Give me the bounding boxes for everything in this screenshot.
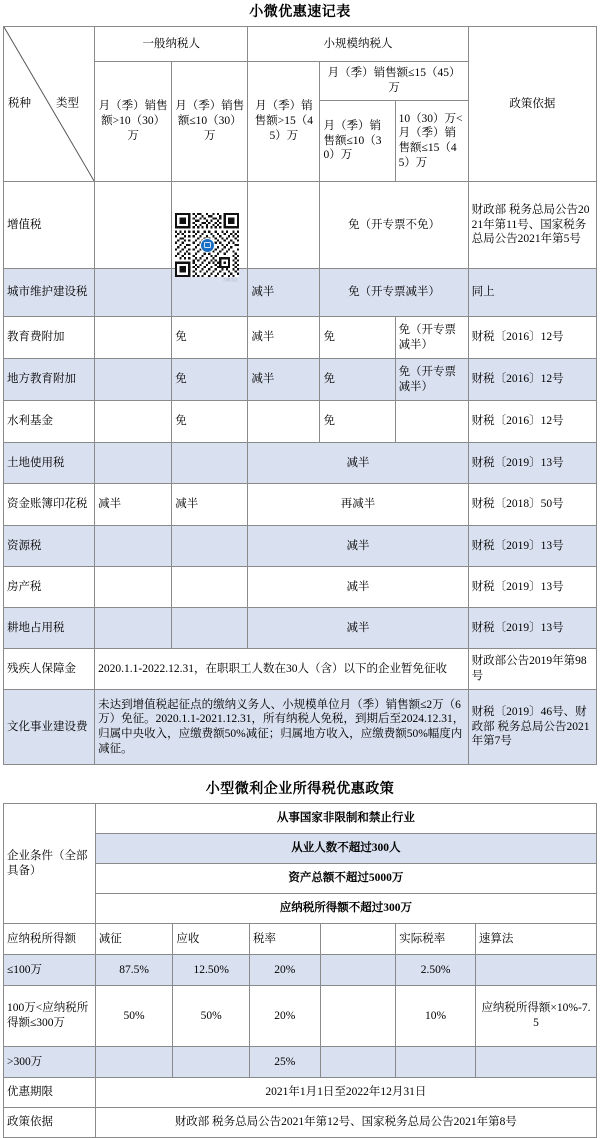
table-row: [4, 443, 597, 484]
cell-general-gt10: [95, 317, 172, 359]
cell-small-sub-1: 免: [320, 359, 395, 401]
tax-type-label: 房产税: [4, 567, 95, 608]
cell-receivable: [173, 1047, 250, 1078]
cell-policy-basis: 财税〔2016〕12号: [468, 401, 596, 443]
cell-reduction: [95, 1047, 173, 1078]
cell-general-gt10: [95, 401, 172, 443]
cell-general-le10: 减半: [172, 484, 248, 526]
tax-type-label: 水利基金: [4, 401, 95, 443]
cell-policy-basis: 财税〔2016〕12号: [468, 359, 596, 401]
tax-type-label: 城市维护建设税: [4, 269, 95, 317]
table1-header-row-1: [4, 27, 597, 62]
cell-small-sub-2: [395, 401, 468, 443]
cell-effective-rate: 10%: [396, 986, 476, 1047]
cell-small-gt15: 减半: [248, 359, 320, 401]
header-group-small-scale-taxpayer: 小规模纳税人: [248, 27, 468, 62]
cell-blank: [320, 986, 396, 1047]
table-row: [4, 567, 597, 608]
cell-small-sub-2: 免（开专票减半）: [395, 359, 468, 401]
rate-header-bracket: 应纳税所得额: [4, 924, 96, 955]
cell-quick-calc: 应纳税所得额×10%-7.5: [475, 986, 596, 1047]
tax-type-label: 地方教育附加: [4, 359, 95, 401]
cell-small-sub-2: 免（开专票减半）: [395, 317, 468, 359]
table2-title: 小型微利企业所得税优惠政策: [4, 777, 597, 804]
corner-row-label: 税种: [8, 97, 31, 110]
tax-type-label: 残疾人保障金: [4, 649, 95, 690]
table-row: [4, 484, 597, 526]
cell-effective-rate: 2.50%: [396, 955, 476, 986]
header-group-general-taxpayer: 一般纳税人: [95, 27, 248, 62]
table-small-profit-enterprise-income-tax: [3, 777, 597, 1138]
table-row: [4, 690, 597, 765]
condition-item: 资产总额不超过5000万: [95, 864, 596, 894]
cell-general-le10: [172, 526, 248, 567]
cell-policy-basis: 财政部 税务总局公告2021年第11号、国家税务总局公告2021年第5号: [468, 182, 596, 269]
cell-general-gt10: [95, 359, 172, 401]
cell-small-gt15: [248, 401, 320, 443]
footer-value-period: 2021年1月1日至2022年12月31日: [95, 1078, 596, 1108]
cell-small-le15-merged: 免（开专票不免）: [320, 182, 468, 269]
cell-blank: [320, 955, 396, 986]
table-small-micro-tax-benefits: [3, 0, 597, 765]
header-small-sub-col-2: 10（30）万<月（季）销售额≤15（45）万: [395, 101, 468, 182]
cell-small-le15-merged: 免（开专票减半）: [320, 269, 468, 317]
cell-general-le10: [172, 608, 248, 649]
cell-general-le10: [172, 182, 248, 269]
cell-small-sub-1: 免: [320, 401, 395, 443]
condition-item: 从业人数不超过300人: [95, 834, 596, 864]
footer-value-policy-basis: 财政部 税务总局公告2021年第12号、国家税务总局公告2021年第8号: [95, 1108, 596, 1138]
rate-header-receivable: 应收: [173, 924, 250, 955]
cell-income-bracket: >300万: [4, 1047, 96, 1078]
cell-receivable: 50%: [173, 986, 250, 1047]
cell-general-gt10: [95, 567, 172, 608]
cell-small-gt15: [248, 182, 320, 269]
table-row: [4, 1108, 597, 1138]
cell-general-gt10: [95, 269, 172, 317]
table-row: [4, 804, 597, 834]
cell-policy-basis: 财税〔2019〕13号: [468, 443, 596, 484]
rate-header-effective-rate: 实际税率: [396, 924, 476, 955]
cell-policy-basis: 财政部公告2019年第98号: [468, 649, 596, 690]
table1-title: 小微优惠速记表: [4, 0, 597, 27]
cell-small-all-merged: 减半: [248, 608, 468, 649]
rate-header-rate: 税率: [250, 924, 321, 955]
table-row: [4, 608, 597, 649]
cell-general-le10: [172, 443, 248, 484]
cell-general-le10: 免: [172, 359, 248, 401]
table-row: [4, 182, 597, 269]
tax-type-label: 土地使用税: [4, 443, 95, 484]
table-row: [4, 317, 597, 359]
qr-watermark-caption: 扫码关注: [223, 278, 238, 282]
table2-rate-header-row: [4, 924, 597, 955]
enterprise-conditions-label: 企业条件（全部具备）: [4, 804, 96, 924]
cell-quick-calc: [475, 1047, 596, 1078]
cell-general-gt10: [95, 608, 172, 649]
cell-small-gt15: 减半: [248, 269, 320, 317]
table-separator: [3, 765, 597, 777]
table-row: [4, 955, 597, 986]
cell-small-all-merged: 减半: [248, 443, 468, 484]
table-row: [4, 526, 597, 567]
cell-small-sub-1: 免: [320, 317, 395, 359]
cell-receivable: 12.50%: [173, 955, 250, 986]
cell-policy-basis: 财税〔2019〕13号: [468, 567, 596, 608]
cell-policy-basis: 财税〔2019〕46号、财政部 税务总局公告2021年第7号: [468, 690, 596, 765]
cell-reduction: 87.5%: [95, 955, 173, 986]
cell-policy-basis: 财税〔2016〕12号: [468, 317, 596, 359]
cell-general-gt10: [95, 443, 172, 484]
header-small-col-1: 月（季）销售额>15（45）万: [248, 62, 320, 182]
rate-header-reduction: 减征: [95, 924, 173, 955]
table2-title-row: [4, 777, 597, 804]
cell-general-le10: 免: [172, 317, 248, 359]
table-row: [4, 649, 597, 690]
cell-income-bracket: 100万<应纳税所得额≤300万: [4, 986, 96, 1047]
tax-type-label: 文化事业建设费: [4, 690, 95, 765]
cell-blank: [320, 1047, 396, 1078]
cell-effective-rate: [396, 1047, 476, 1078]
corner-header-cell: [4, 27, 95, 182]
condition-item: 应纳税所得额不超过300万: [95, 894, 596, 924]
cell-income-bracket: ≤100万: [4, 955, 96, 986]
cell-general-gt10: [95, 526, 172, 567]
tax-type-label: 增值税: [4, 182, 95, 269]
cell-small-all-merged: 减半: [248, 567, 468, 608]
cell-description-merged: 未达到增值税起征点的缴纳义务人、小规模单位月（季）销售额≤2万（6万）免征。2020.1.1-2021.12.31，所有纳税人免税，到期后至2024.12.31，归属中央收入，应缴费额50%减征；归属地方收入，应缴费额50%幅度内减征。: [95, 690, 469, 765]
cell-policy-basis: 财税〔2019〕13号: [468, 526, 596, 567]
table1-title-row: [4, 0, 597, 27]
cell-rate: 20%: [250, 955, 321, 986]
table-row: [4, 359, 597, 401]
cell-policy-basis: 同上: [468, 269, 596, 317]
header-general-col-1: 月（季）销售额>10（30）万: [95, 62, 172, 182]
cell-policy-basis: 财税〔2018〕50号: [468, 484, 596, 526]
tax-type-label: 资源税: [4, 526, 95, 567]
tax-type-label: 教育费附加: [4, 317, 95, 359]
cell-small-gt15: 减半: [248, 317, 320, 359]
cell-reduction: 50%: [95, 986, 173, 1047]
footer-label-policy-basis: 政策依据: [4, 1108, 96, 1138]
table-row: [4, 269, 597, 317]
cell-general-gt10: 减半: [95, 484, 172, 526]
table-row: [4, 986, 597, 1047]
rate-header-quick-calc: 速算法: [475, 924, 596, 955]
table-row: [4, 1047, 597, 1078]
cell-general-le10: [172, 269, 248, 317]
header-policy-basis: 政策依据: [468, 27, 596, 182]
cell-general-le10: [172, 567, 248, 608]
cell-small-all-merged: 再减半: [248, 484, 468, 526]
header-small-sub-col-1: 月（季）销售额≤10（30）万: [320, 101, 395, 182]
cell-general-le10: 免: [172, 401, 248, 443]
corner-col-label: 类型: [56, 97, 79, 110]
cell-description-merged: 2020.1.1-2022.12.31，在职职工人数在30人（含）以下的企业暂免征收: [95, 649, 469, 690]
cell-small-all-merged: 减半: [248, 526, 468, 567]
cell-general-gt10: [95, 182, 172, 269]
cell-rate: 20%: [250, 986, 321, 1047]
condition-item: 从事国家非限制和禁止行业: [95, 804, 596, 834]
header-small-group-15: 月（季）销售额≤15（45）万: [320, 62, 468, 101]
tax-type-label: 耕地占用税: [4, 608, 95, 649]
cell-rate: 25%: [250, 1047, 321, 1078]
table-row: [4, 401, 597, 443]
table-row: [4, 1078, 597, 1108]
rate-header-blank: [320, 924, 396, 955]
footer-label-period: 优惠期限: [4, 1078, 96, 1108]
cell-policy-basis: 财税〔2019〕13号: [468, 608, 596, 649]
header-general-col-2: 月（季）销售额≤10（30）万: [172, 62, 248, 182]
cell-quick-calc: [475, 955, 596, 986]
tax-type-label: 资金账簿印花税: [4, 484, 95, 526]
